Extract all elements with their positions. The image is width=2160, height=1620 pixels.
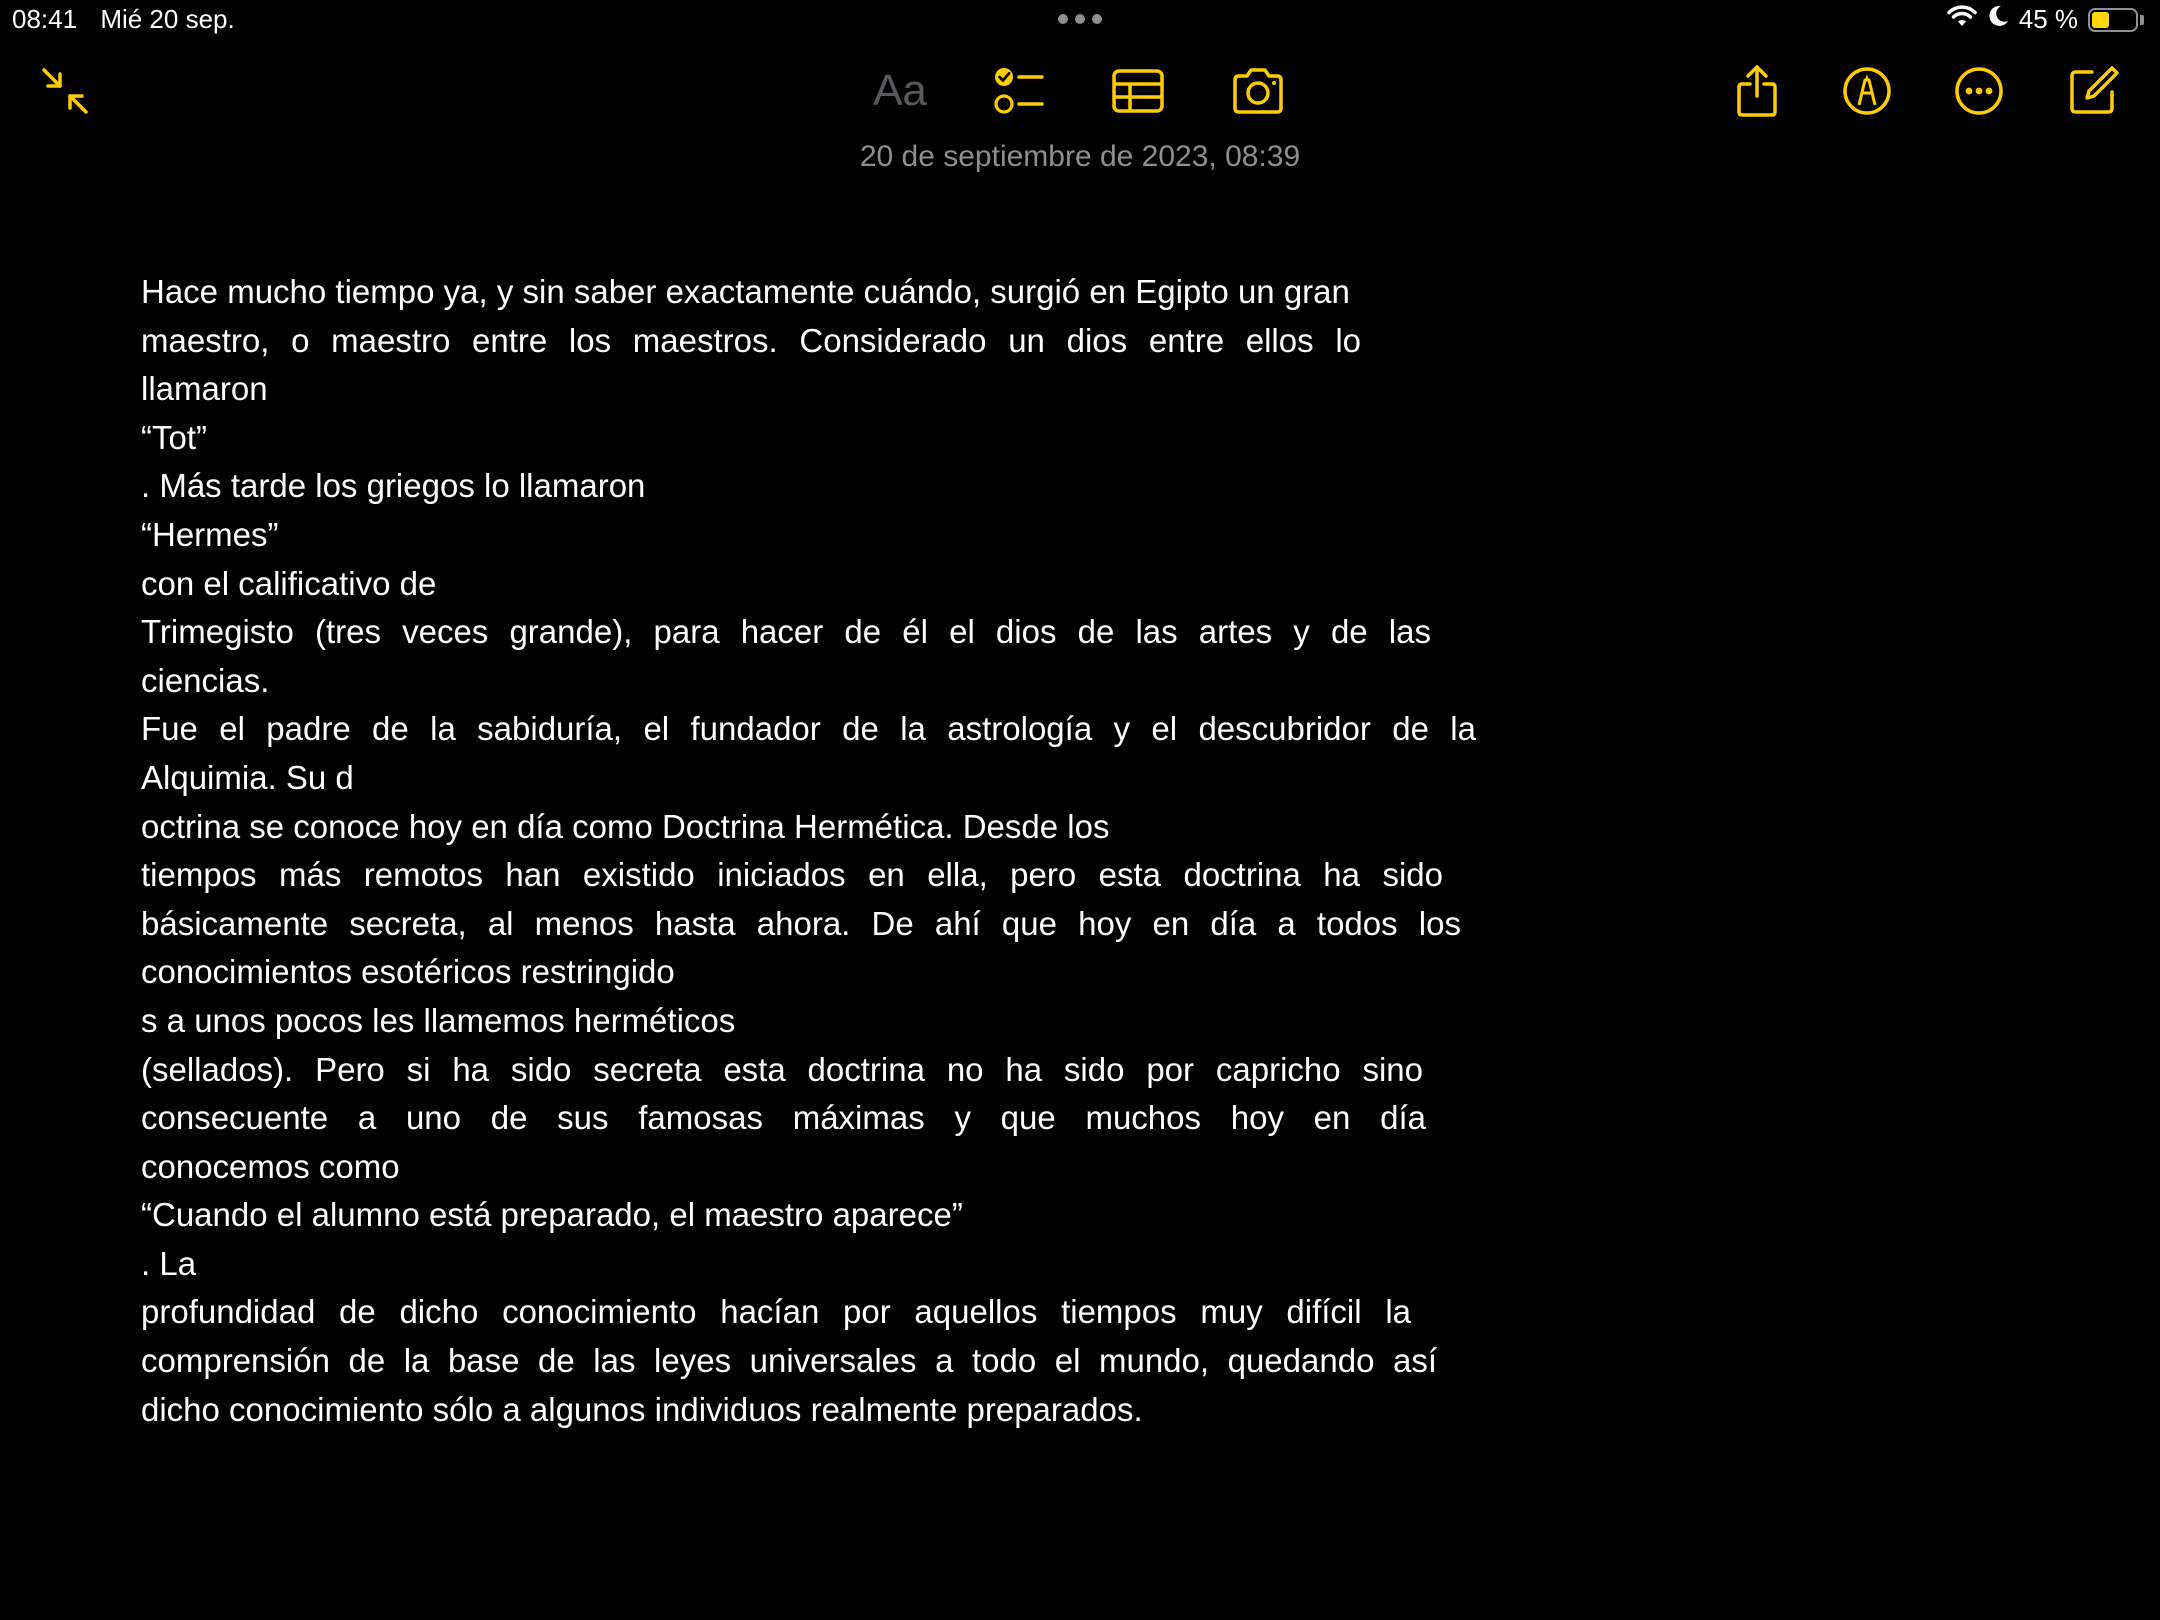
note-line: conocimientos esotéricos restringido <box>141 953 675 991</box>
battery-icon <box>2088 8 2138 32</box>
note-line: “Hermes” <box>141 515 279 553</box>
note-line: ciencias. <box>141 661 270 699</box>
note-line: consecuente a uno de sus famosas máximas y que muchos hoy en día <box>141 1099 1426 1137</box>
status-time: 08:41 <box>12 4 78 34</box>
collapse-icon[interactable] <box>36 62 94 120</box>
note-line: con el calificativo de <box>141 564 437 602</box>
compose-icon[interactable] <box>2064 62 2122 120</box>
moon-icon <box>1987 4 2009 35</box>
note-line: . Más tarde los griegos lo llamaron <box>141 467 646 505</box>
battery-level <box>2092 12 2109 28</box>
status-date: Mié 20 sep. <box>100 4 235 34</box>
status-bar-left <box>12 4 251 35</box>
status-bar-right <box>1947 4 2144 35</box>
note-body[interactable] <box>141 268 1476 1434</box>
note-line: básicamente secreta, al menos hasta ahora. De ahí que hoy en día a todos los <box>141 904 1461 942</box>
note-line: profundidad de dicho conocimiento hacían por aquellos tiempos muy difícil la <box>141 1293 1411 1331</box>
note-line: s a unos pocos les llamemos herméticos <box>141 1001 736 1039</box>
note-line: “Cuando el alumno está preparado, el maestro aparece” <box>141 1196 963 1234</box>
markup-icon[interactable] <box>1838 62 1896 120</box>
format-button[interactable]: Aa <box>873 66 927 115</box>
wifi-icon <box>1947 4 1977 35</box>
note-date: 20 de septiembre de 2023, 08:39 <box>859 140 1301 173</box>
battery-percentage: 45 % <box>2018 4 2078 34</box>
note-line: conocemos como <box>141 1147 400 1185</box>
note-line: tiempos más remotos han existido iniciados en ella, pero esta doctrina ha sido <box>141 856 1443 894</box>
note-line: . La <box>141 1244 197 1282</box>
note-line: comprensión de la base de las leyes universales a todo el mundo, quedando así <box>141 1342 1437 1380</box>
note-line: octrina se conoce hoy en día como Doctrina Hermética. Desde los <box>141 807 1110 845</box>
battery-tip <box>2140 15 2144 25</box>
note-line: (sellados). Pero si ha sido secreta esta doctrina no ha sido por capricho sino <box>141 1050 1423 1088</box>
note-line: maestro, o maestro entre los maestros. Considerado un dios entre ellos lo <box>141 321 1361 359</box>
checklist-icon[interactable] <box>990 62 1048 120</box>
note-line: llamaron <box>141 370 268 408</box>
share-icon[interactable] <box>1728 62 1786 120</box>
table-icon[interactable] <box>1109 62 1167 120</box>
multitasking-menu-icon[interactable] <box>1058 14 1102 24</box>
note-line: Hace mucho tiempo ya, y sin saber exactamente cuándo, surgió en Egipto un gran <box>141 273 1350 310</box>
note-line: dicho conocimiento sólo a algunos individuos realmente preparados. <box>141 1390 1143 1428</box>
camera-icon[interactable] <box>1229 62 1287 120</box>
more-icon[interactable] <box>1950 62 2008 120</box>
note-line: Trimegisto (tres veces grande), para hacer de él el dios de las artes y de las <box>141 613 1431 651</box>
note-line: Fue el padre de la sabiduría, el fundador de la astrología y el descubridor de la <box>141 710 1476 748</box>
note-line: “Tot” <box>141 418 207 456</box>
note-line: Alquimia. Su d <box>141 758 354 796</box>
